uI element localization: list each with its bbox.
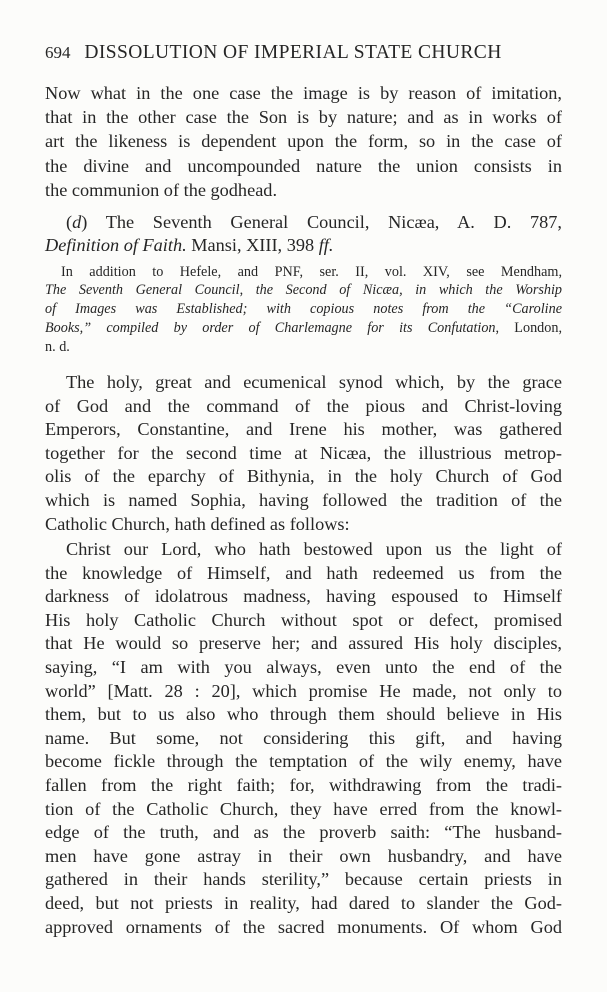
text-line <box>45 233 562 257</box>
text-segment: gathered in their hands sterility,” because certain priests in <box>45 869 562 890</box>
text-line <box>45 608 562 632</box>
text-segment: Catholic Church, hath defined as follows: <box>45 513 350 534</box>
text-segment: that in the other case the Son is by nature; and as in works of <box>45 107 562 128</box>
page-number: 694 <box>45 43 71 62</box>
footnote-line <box>45 319 562 338</box>
text-line <box>45 631 562 655</box>
text-segment: the communion of the godhead. <box>45 179 278 200</box>
text-segment: , <box>239 282 256 299</box>
text-segment: saying, “I am with you always, even unto the end of the <box>45 657 562 677</box>
italic-text: The Seventh General Council <box>45 282 240 299</box>
footnote-line <box>45 338 562 357</box>
italic-text: Definition of Faith. <box>45 235 187 255</box>
text-line <box>66 210 562 234</box>
text-line <box>45 915 562 939</box>
text-segment: ( <box>66 212 73 232</box>
text-line <box>45 154 562 178</box>
text-segment: edge of the truth, and as the proverb saith: “The husband- <box>45 822 562 843</box>
text-segment: His holy Catholic Church without spot or defect, promised <box>45 609 562 630</box>
text-line <box>45 417 562 441</box>
text-line <box>45 178 562 202</box>
text-line <box>45 844 562 868</box>
text-segment: darkness of idolatrous madness, having espoused to Himself <box>45 586 562 607</box>
text-segment: ) The Seventh General Council, Nicæa, A. D. 787, <box>81 212 562 232</box>
text-segment: olis of the eparchy of Bithynia, in the holy Church of God <box>45 466 562 487</box>
footnote-line <box>45 281 562 300</box>
footnote-line <box>61 263 562 282</box>
italic-text: Books,” compiled by order of Charlemagne for its Confutation <box>45 319 496 336</box>
text-segment: that He would so preserve her; and assured His holy disciples, <box>45 633 562 654</box>
text-line <box>45 820 562 844</box>
italic-text: ff. <box>318 235 334 255</box>
text-line <box>45 464 562 488</box>
text-line <box>45 867 562 891</box>
text-segment: Emperors, Constantine, and Irene his mother, was gathered <box>45 419 562 440</box>
text-line <box>45 512 562 536</box>
text-segment: The holy, great and ecumenical synod which, by the grace <box>66 372 562 392</box>
text-segment: name. But some, not considering this gift, and having <box>45 727 562 748</box>
text-line <box>45 726 562 750</box>
italic-text: of Images was Established; with copious notes from the “Caroline <box>45 301 562 317</box>
text-line <box>45 105 562 129</box>
text-segment: the knowledge of Himself, and hath redeemed us from the <box>45 562 562 583</box>
text-line <box>45 655 562 679</box>
text-segment: the divine and uncompounded nature the union consists in <box>45 155 562 176</box>
text-line <box>45 81 562 105</box>
text-line <box>45 441 562 465</box>
text-line <box>45 488 562 512</box>
text-segment: Mansi, XIII, 398 <box>186 235 319 255</box>
text-segment: men have gone astray in their own husbandry, and have <box>45 845 562 866</box>
text-segment: become fickle through the temptation of the wily enemy, have <box>45 751 562 772</box>
text-segment: Christ our Lord, who hath bestowed upon us the light of <box>66 539 562 559</box>
text-line <box>45 584 562 608</box>
text-line <box>66 537 562 561</box>
text-segment: world” [Matt. 28 : 20], which promise He made, not only to <box>45 680 562 701</box>
text-segment: together for the second time at Nicæa, the illustrious metrop- <box>45 442 562 463</box>
text-line <box>66 370 562 394</box>
text-segment: approved ornaments of the sacred monuments. Of whom God <box>45 916 562 937</box>
text-segment: Now what in the one case the image is by reason of imitation, <box>45 83 562 103</box>
text-line <box>45 891 562 915</box>
text-segment: fallen from the right faith; for, withdrawing from the tradi- <box>45 775 562 795</box>
text-line <box>45 749 562 773</box>
footnote-line <box>45 300 562 319</box>
text-line <box>45 679 562 703</box>
text-segment: which is named Sophia, having followed the tradition of the <box>45 490 562 510</box>
text-line <box>45 773 562 797</box>
text-line <box>45 561 562 585</box>
italic-text: d <box>72 212 82 232</box>
text-segment: deed, but not priests in reality, had dared to slander the God- <box>45 893 562 913</box>
running-title: DISSOLUTION OF IMPERIAL STATE CHURCH <box>84 42 502 63</box>
text-segment: them, but to us also who through them should believe in His <box>45 704 562 725</box>
text-segment: art the likeness is dependent upon the form, so in the case of <box>45 131 562 152</box>
running-header <box>45 40 565 66</box>
text-line <box>45 702 562 726</box>
text-segment: of God and the command of the pious and Christ-loving <box>45 395 562 416</box>
text-line <box>45 797 562 821</box>
text-segment: In addition to Hefele, and PNF, ser. II, vol. XIV, see Mendham, <box>61 263 562 280</box>
text-segment: , London, <box>495 319 562 336</box>
text-segment: tion of the Catholic Church, they have erred from the knowl- <box>45 798 562 819</box>
text-segment: n. d. <box>45 338 70 355</box>
text-line <box>45 394 562 418</box>
italic-text: the Second of Nicæa, in which the Worship <box>255 282 563 299</box>
text-line <box>45 129 562 153</box>
